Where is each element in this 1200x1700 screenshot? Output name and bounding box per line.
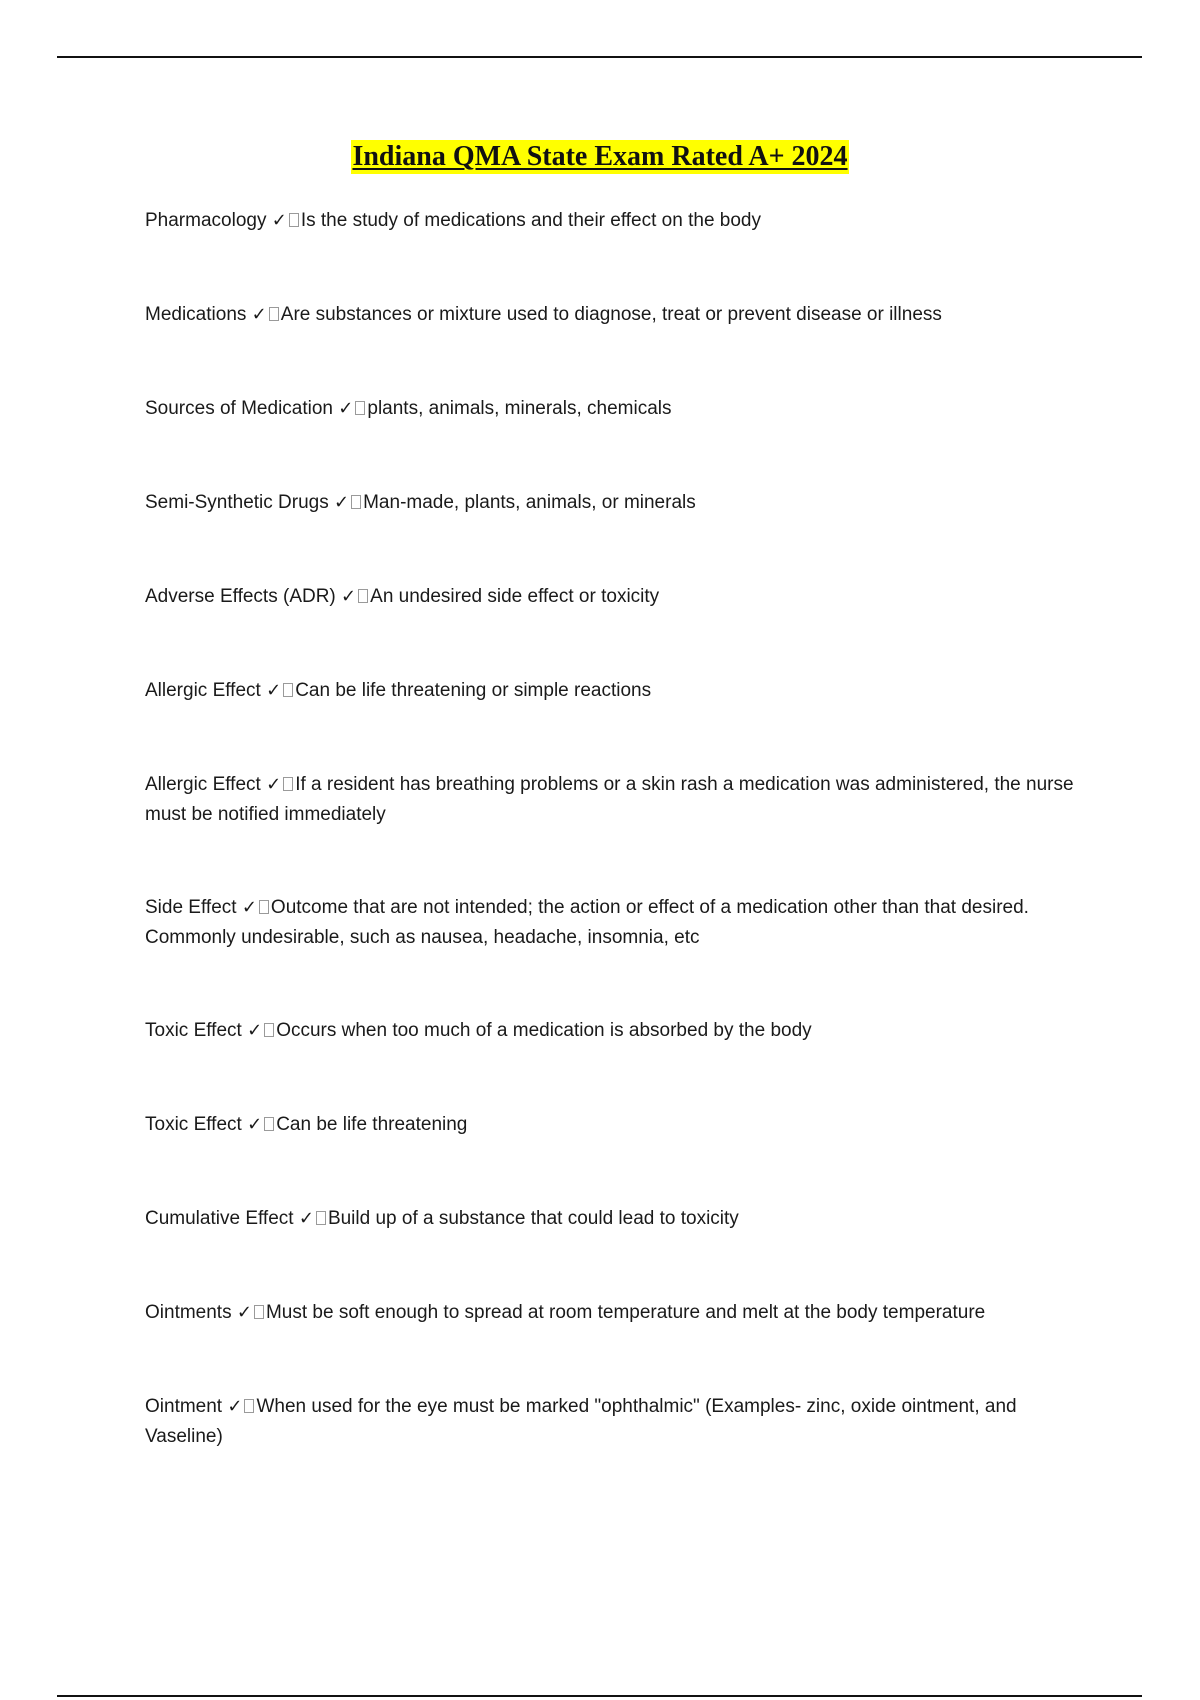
box-glyph-icon: [289, 213, 299, 227]
box-glyph-icon: [358, 589, 368, 603]
list-item: [145, 676, 1090, 770]
item-term: Toxic Effect: [145, 1020, 242, 1041]
box-glyph-icon: [316, 1211, 326, 1225]
item-definition: Man-made, plants, animals, or minerals: [363, 492, 696, 513]
item-term: Allergic Effect: [145, 774, 261, 795]
list-item: [145, 394, 1090, 488]
item-term: Medications: [145, 304, 247, 325]
page-title: Indiana QMA State Exam Rated A+ 2024: [352, 141, 848, 172]
list-item: [145, 300, 1090, 394]
checkmark-icon: ✓: [338, 398, 354, 419]
box-glyph-icon: [269, 307, 279, 321]
list-item: [145, 582, 1090, 676]
top-rule: [57, 56, 1142, 58]
item-definition: When used for the eye must be marked "ophthalmic" (Examples- zinc, oxide ointment, and Vaseline): [145, 1396, 1017, 1447]
list-item: [145, 770, 1090, 893]
box-glyph-icon: [283, 777, 293, 791]
item-definition: Can be life threatening: [276, 1114, 468, 1135]
item-definition: Occurs when too much of a medication is absorbed by the body: [276, 1020, 812, 1041]
item-definition: Must be soft enough to spread at room temperature and melt at the body temperature: [265, 1302, 986, 1323]
item-term: Ointments: [145, 1302, 232, 1323]
item-term: Semi-Synthetic Drugs: [145, 492, 329, 513]
item-term: Adverse Effects (ADR): [145, 586, 336, 607]
checkmark-icon: ✓: [298, 1208, 314, 1229]
list-item: [145, 893, 1090, 1016]
list-item: [145, 488, 1090, 582]
box-glyph-icon: [283, 683, 293, 697]
checkmark-icon: ✓: [266, 680, 282, 701]
checkmark-icon: ✓: [251, 304, 267, 325]
checkmark-icon: ✓: [334, 492, 350, 513]
item-term: Cumulative Effect: [145, 1208, 294, 1229]
item-definition: Is the study of medications and their effect on the body: [300, 210, 761, 231]
box-glyph-icon: [244, 1399, 254, 1413]
item-definition: Build up of a substance that could lead to toxicity: [327, 1208, 739, 1229]
box-glyph-icon: [264, 1117, 274, 1131]
checkmark-icon: ✓: [247, 1114, 263, 1135]
item-term: Allergic Effect: [145, 680, 261, 701]
qa-list: [145, 206, 1090, 1515]
item-definition: Outcome that are not intended; the action or effect of a medication other than that desired. Commonly undesirable, such as nausea, headache, insomnia, etc: [145, 897, 1029, 948]
item-definition: Are substances or mixture used to diagnose, treat or prevent disease or illness: [280, 304, 942, 325]
item-term: Sources of Medication: [145, 398, 333, 419]
list-item: [145, 1016, 1090, 1110]
item-term: Side Effect: [145, 897, 237, 918]
box-glyph-icon: [351, 495, 361, 509]
item-term: Ointment: [145, 1396, 223, 1417]
checkmark-icon: ✓: [266, 774, 282, 795]
list-item: [145, 1298, 1090, 1392]
box-glyph-icon: [355, 401, 365, 415]
item-term: Toxic Effect: [145, 1114, 242, 1135]
box-glyph-icon: [264, 1023, 274, 1037]
item-definition: plants, animals, minerals, chemicals: [367, 398, 672, 419]
item-definition: If a resident has breathing problems or a skin rash a medication was administered, the nurse must be notified immediately: [145, 774, 1074, 825]
title-container: [0, 140, 1200, 174]
item-definition: Can be life threatening or simple reactions: [295, 680, 652, 701]
checkmark-icon: ✓: [227, 1396, 243, 1417]
checkmark-icon: ✓: [241, 897, 257, 918]
item-definition: An undesired side effect or toxicity: [370, 586, 660, 607]
checkmark-icon: ✓: [341, 586, 357, 607]
checkmark-icon: ✓: [236, 1302, 252, 1323]
list-item: [145, 1392, 1090, 1515]
box-glyph-icon: [254, 1305, 264, 1319]
list-item: [145, 1110, 1090, 1204]
item-term: Pharmacology: [145, 210, 267, 231]
bottom-rule: [57, 1695, 1142, 1697]
list-item: [145, 206, 1090, 300]
list-item: [145, 1204, 1090, 1298]
checkmark-icon: ✓: [271, 210, 287, 231]
checkmark-icon: ✓: [247, 1020, 263, 1041]
box-glyph-icon: [259, 900, 269, 914]
